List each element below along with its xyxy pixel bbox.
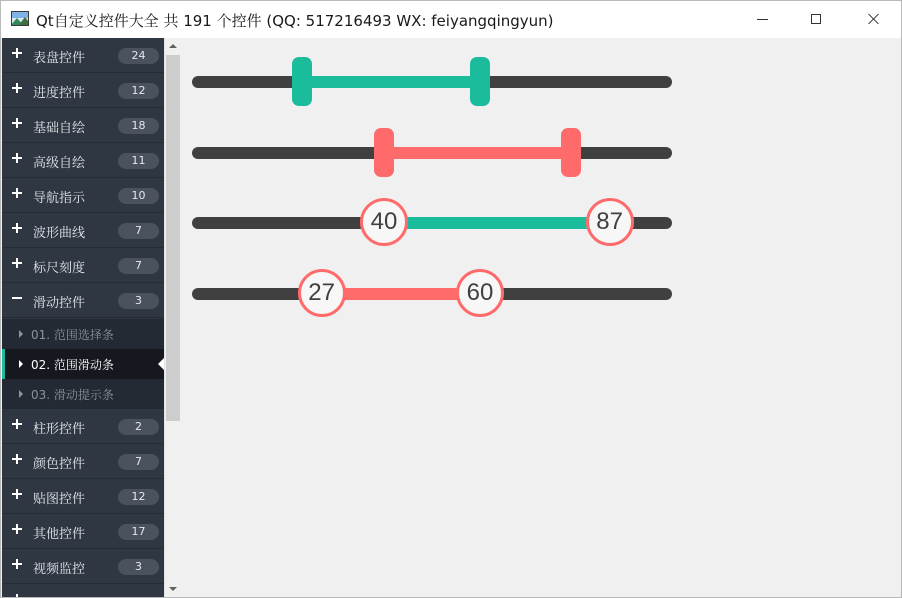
tree-group[interactable] (2, 248, 164, 283)
tree-child-item-active[interactable] (2, 349, 164, 379)
scroll-thumb[interactable] (166, 55, 180, 421)
tree-group-label: 颜色控件 (33, 457, 86, 472)
app-picture-icon (11, 11, 29, 26)
tree-group-label: 导航指示 (33, 191, 86, 206)
expand-plus-icon (12, 258, 22, 268)
expand-plus-icon (12, 118, 22, 128)
tree-group-label: 贴图控件 (33, 492, 86, 507)
range-slider-3[interactable] (192, 195, 672, 255)
count-badge: 24 (118, 48, 159, 64)
count-badge: 3 (118, 293, 159, 309)
count-badge: 17 (118, 524, 159, 540)
close-icon (868, 13, 880, 25)
expand-plus-icon (12, 188, 22, 198)
count-badge: 11 (118, 153, 159, 169)
maximize-icon (811, 14, 821, 24)
upper-value-handle[interactable]: 87 (586, 198, 634, 246)
collapse-minus-icon (12, 293, 22, 303)
expand-plus-icon (12, 223, 22, 233)
range-slider-4[interactable] (192, 266, 672, 326)
tree-group-label: 高级自绘 (33, 156, 86, 171)
slider-range-fill (384, 147, 571, 159)
caret-right-icon (19, 360, 23, 368)
lower-handle[interactable] (292, 57, 312, 106)
caret-right-icon (19, 390, 23, 398)
tree-group[interactable] (2, 514, 164, 549)
tree-group-label: 进度控件 (33, 86, 86, 101)
tree-child-item[interactable] (2, 319, 164, 349)
count-badge: 12 (118, 489, 159, 505)
tree-group-label: 滑动控件 (33, 296, 86, 311)
tree-child-label: 03. 滑动提示条 (31, 388, 114, 402)
caret-right-icon (19, 330, 23, 338)
lower-handle[interactable] (374, 128, 394, 177)
expand-plus-icon (12, 524, 22, 534)
expand-plus-icon (12, 48, 22, 58)
upper-handle[interactable] (561, 128, 581, 177)
tree-group-label: 标尺刻度 (33, 261, 86, 276)
count-badge: 18 (118, 118, 159, 134)
tree-group[interactable] (2, 38, 164, 73)
expand-plus-icon (12, 83, 22, 93)
slider-range-fill (384, 217, 610, 229)
minimize-icon (757, 19, 768, 20)
count-badge: 10 (118, 188, 159, 204)
tree-group-label: 波形曲线 (33, 226, 86, 241)
count-badge: 12 (118, 83, 159, 99)
expand-plus-icon (12, 419, 22, 429)
tree-group[interactable] (2, 444, 164, 479)
expand-plus-icon (12, 559, 22, 569)
lower-value-handle[interactable]: 40 (360, 198, 408, 246)
upper-value-handle[interactable]: 60 (456, 269, 504, 317)
count-badge: 7 (118, 258, 159, 274)
upper-handle[interactable] (470, 57, 490, 106)
tree-group[interactable] (2, 178, 164, 213)
count-badge: 7 (118, 454, 159, 470)
scroll-down-arrow-icon[interactable] (165, 580, 181, 597)
scroll-up-arrow-icon[interactable] (165, 38, 181, 55)
minimize-button[interactable] (739, 1, 785, 37)
tree-group[interactable] (2, 108, 164, 143)
tree-child-label: 01. 范围选择条 (31, 328, 114, 342)
tree-group-label: 视频监控 (33, 562, 86, 577)
tree-group[interactable] (2, 409, 164, 444)
count-badge: 7 (118, 223, 159, 239)
tree-group-label: 柱形控件 (33, 422, 86, 437)
demo-panel (182, 38, 902, 598)
tree-group[interactable] (2, 143, 164, 178)
tree-group-expanded[interactable] (2, 283, 164, 318)
range-slider-1[interactable] (192, 54, 672, 114)
close-button[interactable] (851, 1, 897, 37)
title-bar (1, 1, 901, 38)
tree-group-label: 基础自绘 (33, 121, 86, 136)
expand-plus-icon (12, 594, 22, 598)
tree-group[interactable] (2, 213, 164, 248)
tree-group-partial[interactable] (2, 584, 164, 598)
tree-group-label: 其他控件 (33, 527, 86, 542)
tree-child-item[interactable] (2, 379, 164, 409)
range-slider-2[interactable] (192, 125, 672, 185)
expand-plus-icon (12, 489, 22, 499)
tree-group[interactable] (2, 479, 164, 514)
tree-scrollbar[interactable] (164, 38, 181, 598)
count-badge: 2 (118, 419, 159, 435)
control-tree (2, 38, 164, 598)
slider-range-fill (302, 76, 480, 88)
window-title: Qt自定义控件大全 共 191 个控件 (QQ: 517216493 WX: feiyangqingyun) (36, 12, 554, 30)
expand-plus-icon (12, 153, 22, 163)
maximize-button[interactable] (793, 1, 839, 37)
active-indicator (2, 349, 5, 379)
tree-group-label: 表盘控件 (33, 51, 86, 66)
count-badge: 3 (118, 559, 159, 575)
tree-group[interactable] (2, 549, 164, 584)
tree-group[interactable] (2, 73, 164, 108)
lower-value-handle[interactable]: 27 (298, 269, 346, 317)
expand-plus-icon (12, 454, 22, 464)
tree-child-label: 02. 范围滑动条 (31, 358, 114, 372)
